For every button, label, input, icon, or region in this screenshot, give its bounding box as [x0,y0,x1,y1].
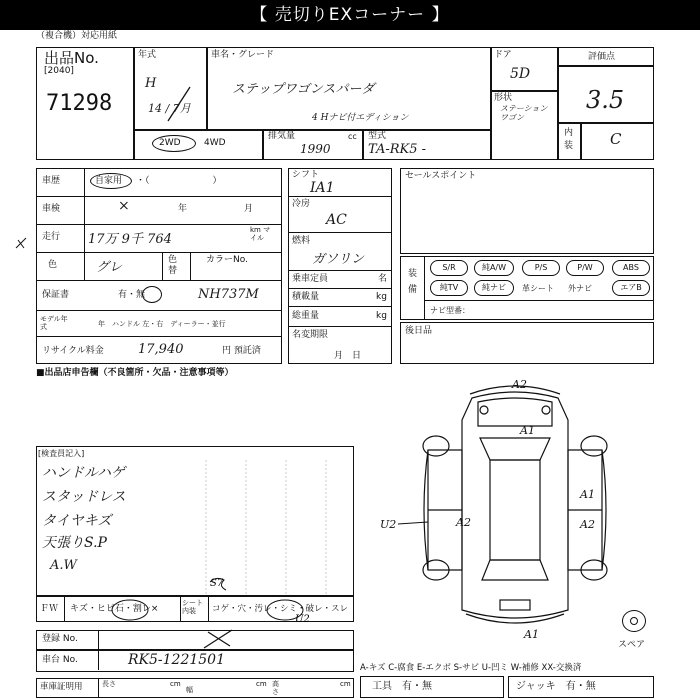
fw-label: ＦＷ [40,604,59,614]
equip-airbag: エアB [612,280,650,296]
damage-legend: A-キズ C-腐食 E-エクボ S-サビ U-凹ミ W-補修 XX-交換済 [360,663,582,673]
shape-value: ステーション ワゴン [500,104,548,122]
history-rest: ・（ ） [136,176,222,186]
load-label: 積載量 [292,292,320,302]
disp-unit: cc [348,132,357,141]
defect-marks [100,570,360,630]
inspection-month: 月 [244,204,254,214]
equipment-label: 装備 [408,269,418,295]
mileage-label: 走行 [42,232,61,242]
recolor-label: 色替 [168,255,178,276]
color-no-label: カラーNo. [206,255,248,265]
mark-rear-bumper: A1 [524,628,539,641]
inspector-note-4: 天張りS.P [42,535,107,551]
model-value: TA-RK5 - [368,142,427,157]
year-value: 14 / 7月 [148,102,191,115]
frame-value: RK5-1221501 [128,652,225,668]
cert-unit-1: cm [170,680,181,688]
capacity-label: 乗車定員 [292,274,329,284]
ac-value: AC [326,212,347,228]
interior-label: 内装 [564,128,574,151]
model-year-label: モデル年式 [40,315,68,331]
color-value: グレ [96,260,123,275]
cert-length: 長さ [102,680,116,688]
mark-right-front-door: A1 [580,488,595,501]
fuel-label: 燃料 [292,236,311,246]
registration-row [36,630,354,650]
equip-ps: P/S [522,260,560,276]
post-box [400,322,654,364]
load-unit: kg [376,292,387,302]
mileage-unit: km マイル [250,226,271,242]
equip-pw: P/W [566,260,604,276]
warranty-label: 保証書 [42,290,70,300]
name-label: 車名・グレード [211,50,275,60]
fuel-value: ガソリン [312,252,365,267]
name-change-label: 名変期限 [292,330,329,340]
gross-unit: kg [376,311,387,321]
name-change-unit: 月 日 [334,351,362,361]
inspector-note-1: ハンドルハゲ [42,465,126,481]
frame-label: 車台 No. [42,655,78,665]
equip-abs: ABS [612,260,650,276]
recycle-label: リサイクル料金 [42,346,104,356]
capacity-unit: 名 [378,274,388,284]
shape-label: 形状 [494,93,513,103]
recycle-value: 17,940 [138,342,184,357]
model-label: 型式 [368,131,387,141]
cert-height: 高さ [272,680,279,696]
drive-4wd: 4WD [204,138,226,148]
mark-hood: A1 [520,424,535,437]
score-value: 3.5 [586,86,625,114]
inspector-note-3: タイヤキズ [42,513,112,529]
equip-sr: S/R [430,260,468,276]
defect-items-1: キズ・ヒビ石・割レ× [70,604,159,614]
car-diagram [380,378,630,641]
defect-items-2: コゲ・穴・汚レ・シミ・破レ・スレ [212,604,349,614]
history-label: 車歴 [42,176,61,186]
gross-label: 総重量 [292,311,320,321]
seat-label: シート内装 [182,599,203,615]
mark-left-rear-door: A2 [456,516,471,529]
disp-label: 排気量 [268,131,296,141]
warranty-value: 有・無 [118,290,146,300]
shift-value: IA1 [310,180,335,196]
equip-tv: 純TV [430,280,468,296]
drive-2wd: 2WD [159,138,181,148]
top-note: （複合機）対応用紙 [36,31,118,41]
inspection-label: 車検 [42,204,61,214]
ac-label: 冷房 [292,199,311,209]
registration-label: 登録 No. [42,634,78,644]
equip-alloy: 純A/W [474,260,514,276]
tools-label: 工具 有・無 [372,681,432,692]
model-year-rest: 年 ハンドル 左・右 ディーラー・並行 [98,320,226,328]
score-label: 評価点 [588,52,616,62]
cert-row [36,678,354,698]
sales-point-label: セールスポイント [405,171,477,181]
page-banner: 【 売切りEXコーナー 】 [0,0,700,30]
mark-left-side: U2 [380,518,397,531]
history-value: 自家用 [95,176,123,186]
grade: 4 Hナビ付エディション [312,113,409,123]
cert-label: 車庫証明用 [40,682,83,692]
door-value: 5D [510,66,531,82]
disp-value: 1990 [300,142,331,156]
jack-label: ジャッキ 有・無 [516,681,596,692]
year-slash [160,85,200,125]
color-no-value: NH737M [198,287,259,302]
cert-unit-3: cm [340,680,351,688]
cert-unit-2: cm [256,680,267,688]
navi-label: ナビ型番： [430,306,470,315]
year-label: 年式 [138,50,157,60]
lot-number: 71298 [46,91,113,116]
equip-navi: 純ナビ [474,280,514,296]
inspector-note-2: スタッドレス [42,489,126,505]
svg-text:U2: U2 [295,614,310,625]
inspection-year: 年 [178,204,188,214]
recycle-unit: 円 預託済 [222,346,261,356]
cert-width: 幅 [186,686,193,694]
post-label: 後日品 [405,326,433,336]
equip-leather: 革シート [522,284,554,293]
left-form [36,168,282,364]
lot-label: 出品No. [44,49,99,67]
spare-label: スペア [618,640,646,650]
color-label: 色 [48,260,58,270]
mileage-value: 17万 9千 764 [88,232,172,247]
lot-sub: [2040] [44,66,74,76]
shift-label: シフト [292,170,320,180]
door-label: ドア [494,50,512,60]
defect-title: ■出品店申告欄（不良箇所・欠品・注意事項等） [36,368,234,378]
year-era: H [145,76,157,91]
interior-value: C [610,130,622,148]
inspection-value: × [118,198,130,214]
header-grid [36,47,654,160]
svg-text:S7: S7 [210,578,224,589]
inspector-note-5: A.W [50,558,77,573]
registration-cross [200,626,240,652]
margin-mark [14,236,30,252]
equip-ext-navi: 外ナビ [568,284,592,293]
inspector-title: [検査員記入] [38,449,85,458]
mark-front-bumper: A2 [512,378,527,391]
car-name: ステップワゴンスパーダ [232,82,375,97]
mark-right-rear-door: A2 [580,518,595,531]
